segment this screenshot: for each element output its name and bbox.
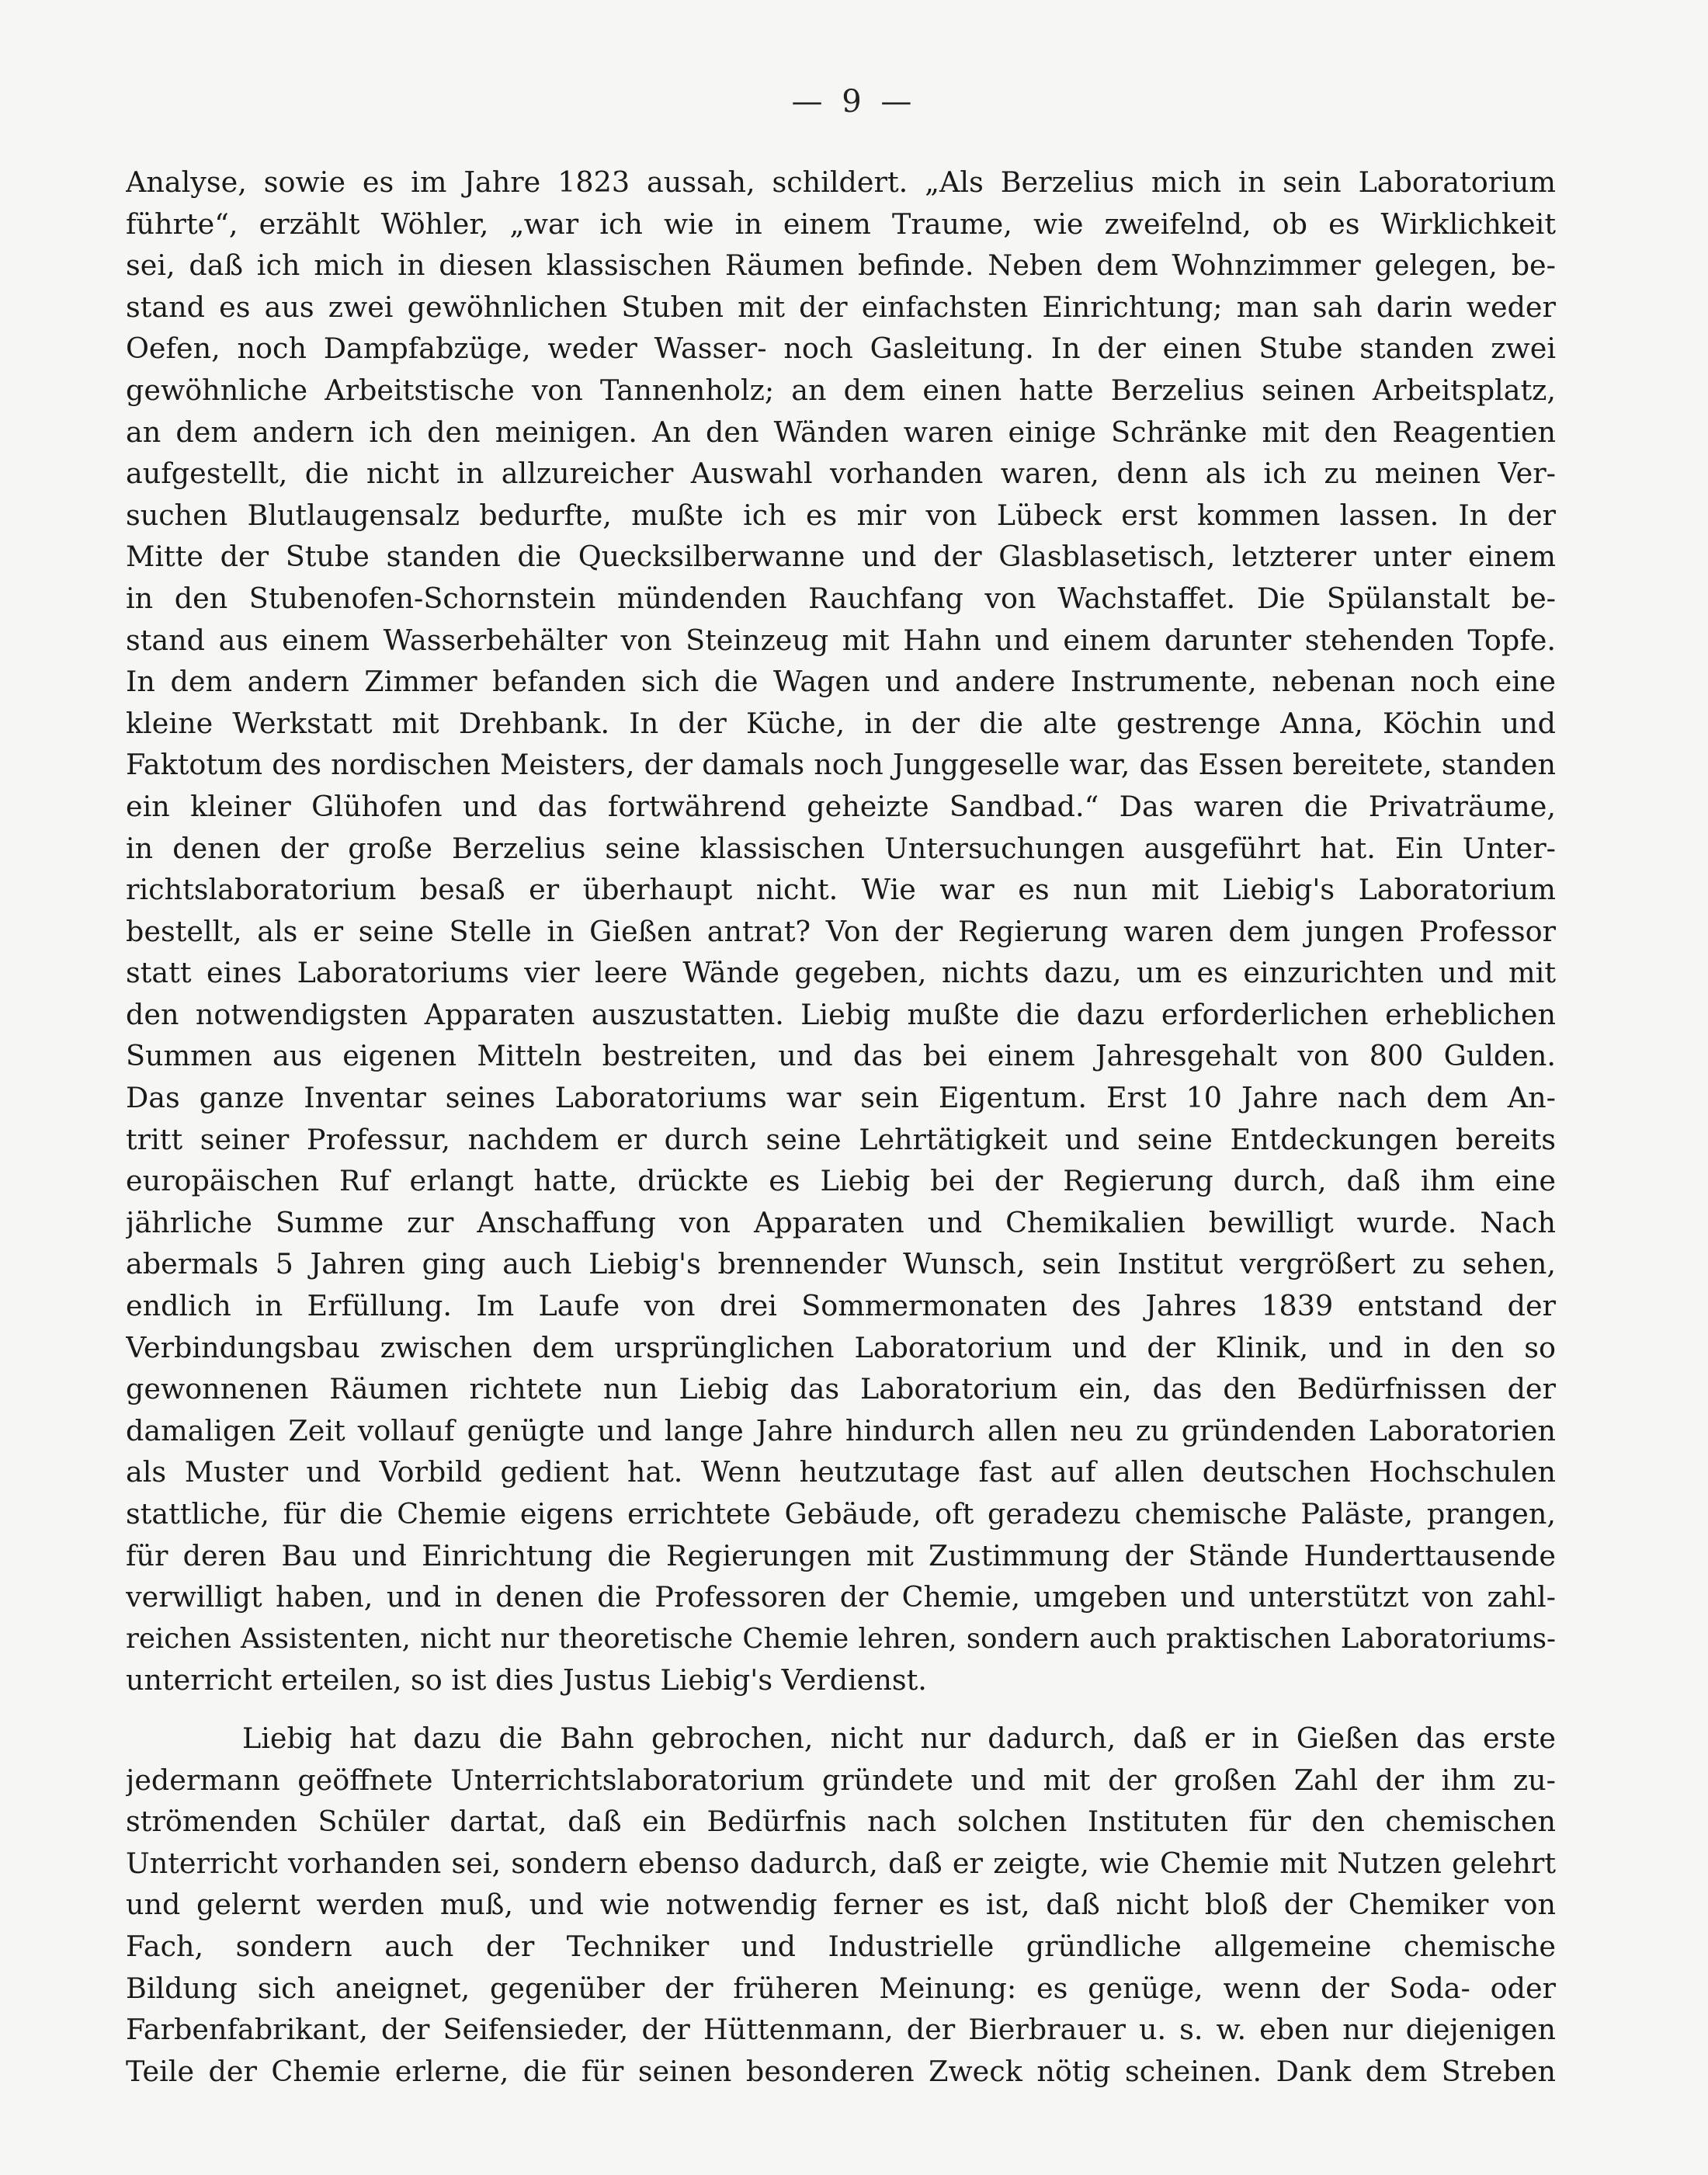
- text-line: stand es aus zwei gewöhnlichen Stuben mit der einfachsten Einrichtung; man sah darin weder: [126, 290, 1556, 324]
- text-line: Liebig hat dazu die Bahn gebrochen, nicht nur dadurch, daß er in Gießen das erste: [242, 1722, 1556, 1755]
- text-line: suchen Blutlaugensalz bedurfte, mußte ich es mir von Lübeck erst kommen lassen. In der: [126, 498, 1556, 532]
- text-line: statt eines Laboratoriums vier leere Wände gegeben, nichts dazu, um es einzurichten und mit: [126, 956, 1556, 990]
- text-line: Das ganze Inventar seines Laboratoriums war sein Eigentum. Erst 10 Jahre nach dem An-: [126, 1081, 1556, 1115]
- text-line: aufgestellt, die nicht in allzureicher Auswahl vorhanden waren, denn als ich zu meinen Ver-: [126, 457, 1556, 491]
- text-line: führte“, erzählt Wöhler, „war ich wie in einem Traume, wie zweifelnd, ob es Wirklichkeit: [126, 207, 1556, 241]
- text-line: Oefen, noch Dampfabzüge, weder Wasser- noch Gasleitung. In der einen Stube standen zwei: [126, 332, 1556, 366]
- text-line: endlich in Erfüllung. Im Laufe von drei Sommermonaten des Jahres 1839 entstand der: [126, 1289, 1556, 1323]
- text-line: strömenden Schüler dartat, daß ein Bedürfnis nach solchen Instituten für den chemischen: [126, 1805, 1556, 1839]
- text-line: unterricht erteilen, so ist dies Justus Liebig's Verdienst.: [126, 1663, 927, 1697]
- text-line: damaligen Zeit vollauf genügte und lange Jahre hindurch allen neu zu gründenden Laboratorien: [126, 1413, 1556, 1447]
- text-line: in denen der große Berzelius seine klassischen Untersuchungen ausgeführt hat. Ein Unter-: [126, 831, 1556, 865]
- paragraph-2: [126, 1718, 1556, 2092]
- text-line: stattliche, für die Chemie eigens errichtete Gebäude, oft geradezu chemische Paläste, prangen,: [126, 1497, 1556, 1530]
- text-line: sei, daß ich mich in diesen klassischen Räumen befinde. Neben dem Wohnzimmer gelegen, be-: [126, 248, 1556, 283]
- text-line: In dem andern Zimmer befanden sich die Wagen und andere Instrumente, nebenan noch eine: [126, 665, 1556, 699]
- text-line: Unterricht vorhanden sei, sondern ebenso dadurch, daß er zeigte, wie Chemie mit Nutzen gelehrt: [126, 1846, 1556, 1880]
- text-line: Mitte der Stube standen die Quecksilberwanne und der Glasblasetisch, letzterer unter einem: [126, 540, 1556, 574]
- text-line: in den Stubenofen-Schornstein mündenden Rauchfang von Wachstaffet. Die Spülanstalt be-: [126, 581, 1556, 615]
- text-line: Fach, sondern auch der Techniker und Industrielle gründliche allgemeine chemische: [126, 1929, 1556, 1963]
- text-line: den notwendigsten Apparaten auszustatten. Liebig mußte die dazu erforderlichen erheblichen: [126, 997, 1556, 1031]
- text-line: Teile der Chemie erlerne, die für seinen besonderen Zweck nötig scheinen. Dank dem Streben: [126, 2054, 1556, 2088]
- text-line: bestellt, als er seine Stelle in Gießen antrat? Von der Regierung waren dem jungen Professor: [126, 914, 1556, 948]
- text-line: reichen Assistenten, nicht nur theoretische Chemie lehren, sondern auch praktischen Laboratoriums-: [126, 1622, 1556, 1655]
- text-line: Farbenfabrikant, der Seifensieder, der Hüttenmann, der Bierbrauer u. s. w. eben nur diejenigen: [126, 2013, 1556, 2047]
- text-line: gewöhnliche Arbeitstische von Tannenholz; an dem einen hatte Berzelius seinen Arbeitsplatz,: [126, 373, 1556, 407]
- text-line: Analyse, sowie es im Jahre 1823 aussah, schildert. „Als Berzelius mich in sein Laboratorium: [126, 165, 1556, 199]
- text-line: stand aus einem Wasserbehälter von Steinzeug mit Hahn und einem darunter stehenden Topfe.: [126, 623, 1556, 657]
- text-line: gewonnenen Räumen richtete nun Liebig das Laboratorium ein, das den Bedürfnissen der: [126, 1372, 1556, 1406]
- text-line: tritt seiner Professur, nachdem er durch seine Lehrtätigkeit und seine Entdeckungen bereits: [126, 1122, 1556, 1156]
- text-line: jährliche Summe zur Anschaffung von Apparaten und Chemikalien bewilligt wurde. Nach: [126, 1205, 1556, 1239]
- text-line: an dem andern ich den meinigen. An den Wänden waren einige Schränke mit den Reagentien: [126, 415, 1556, 449]
- text-line: ein kleiner Glühofen und das fortwährend geheizte Sandbad.“ Das waren die Privaträume,: [126, 789, 1556, 823]
- text-line: Bildung sich aneignet, gegenüber der früheren Meinung: es genüge, wenn der Soda- oder: [126, 1971, 1556, 2005]
- text-line: Verbindungsbau zwischen dem ursprünglichen Laboratorium und der Klinik, und in den so: [126, 1330, 1556, 1364]
- text-line: jedermann geöffnete Unterrichtslaboratorium gründete und mit der großen Zahl der ihm zu-: [126, 1763, 1556, 1797]
- text-line: für deren Bau und Einrichtung die Regierungen mit Zustimmung der Stände Hunderttausende: [126, 1538, 1556, 1572]
- text-line: Summen aus eigenen Mitteln bestreiten, und das bei einem Jahresgehalt von 800 Gulden.: [126, 1039, 1556, 1073]
- text-line: kleine Werkstatt mit Drehbank. In der Küche, in der die alte gestrenge Anna, Köchin und: [126, 706, 1556, 740]
- paragraph-1: [126, 162, 1556, 1701]
- text-line: Faktotum des nordischen Meisters, der damals noch Junggeselle war, das Essen bereitete, standen: [126, 748, 1556, 782]
- text-line: verwilligt haben, und in denen die Professoren der Chemie, umgeben und unterstützt von zahl-: [126, 1580, 1556, 1614]
- page-number: — 9 —: [791, 84, 917, 120]
- text-line: richtslaboratorium besaß er überhaupt nicht. Wie war es nun mit Liebig's Laboratorium: [126, 873, 1556, 907]
- text-line: als Muster und Vorbild gedient hat. Wenn heutzutage fast auf allen deutschen Hochschulen: [126, 1455, 1556, 1489]
- text-line: abermals 5 Jahren ging auch Liebig's brennender Wunsch, sein Institut vergrößert zu sehen,: [126, 1247, 1556, 1281]
- text-line: europäischen Ruf erlangt hatte, drückte es Liebig bei der Regierung durch, daß ihm eine: [126, 1164, 1556, 1198]
- text-line: und gelernt werden muß, und wie notwendig ferner es ist, daß nicht bloß der Chemiker von: [126, 1888, 1556, 1922]
